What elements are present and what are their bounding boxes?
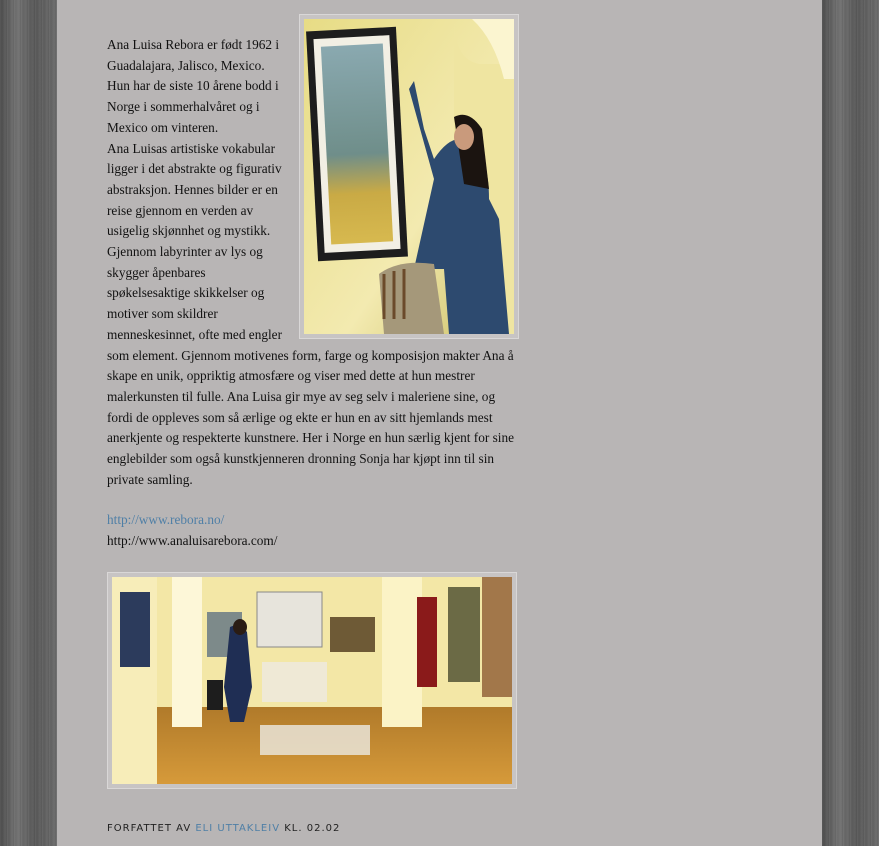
post-footer	[107, 823, 340, 834]
post-time-link[interactable]: 02.02	[306, 823, 341, 834]
author-link[interactable]: ELI UTTAKLEIV	[195, 823, 281, 834]
links-section	[107, 510, 519, 551]
content-area	[57, 0, 822, 846]
right-frame-border	[822, 0, 879, 846]
footer-prefix: FORFATTET AV	[107, 823, 192, 834]
photo-image	[304, 19, 514, 334]
left-frame-border	[0, 0, 57, 846]
artist-hanging-painting-photo[interactable]	[299, 14, 519, 339]
blog-post	[107, 0, 519, 789]
gallery-room-photo[interactable]	[107, 572, 517, 789]
analuisarebora-url-text: http://www.analuisarebora.com/	[107, 533, 278, 549]
artist-bio-paragraph-1: Ana Luisa Rebora er født 1962 i Guadalajara, Jalisco, Mexico. Hun har de siste 10 årene bodd i Norge i sommerhalvåret og i Mexico om vinteren.	[107, 37, 280, 135]
rebora-no-link[interactable]: http://www.rebora.no/	[107, 512, 225, 528]
time-prefix: KL.	[284, 823, 303, 834]
artist-bio-paragraph-2: Ana Luisas artistiske vokabular ligger i det abstrakte og figurativ abstraksjon. Hennes bilder er en reise gjennom en verden av usigelig skjønnhet og mystikk. Gjennom labyrinter av lys og skygger åpenbares spøkelsesaktige skikkelser og motiver som skildrer menneskesinnet, ofte med engler som element. Gjennom motivenes form, farge og komposisjon makter Ana å skape en unik, oppriktig atmosfære og viser med dette at hun mestrer malerkunsten til fulle. Ana Luisa gir mye av seg selv i maleriene sine, og fordi de oppleves som så ærlige og ekte er hun en av sitt hjemlands mest anerkjente og respekterte kunstnere. Her i Norge en hun særlig kjent for sine englebilder som også kunstkjenneren dronning Sonja har kjøpt inn til sin private samling.	[107, 140, 515, 487]
gallery-photo-image	[112, 577, 512, 784]
